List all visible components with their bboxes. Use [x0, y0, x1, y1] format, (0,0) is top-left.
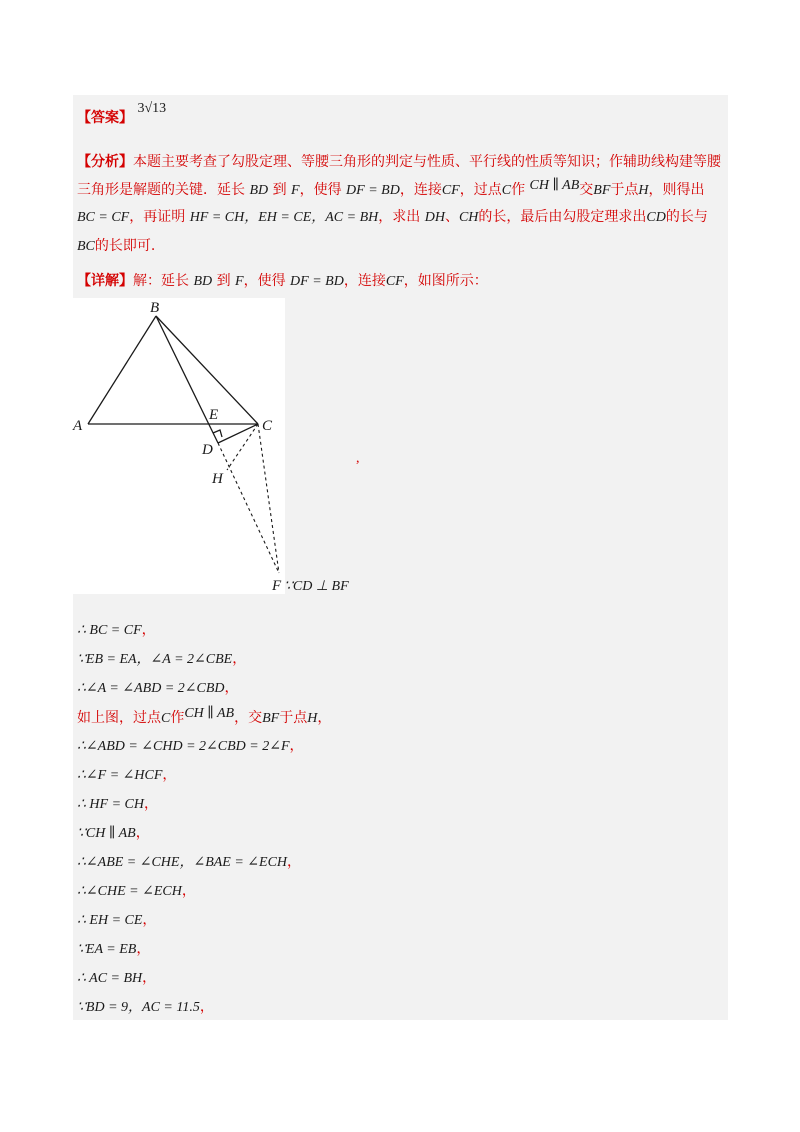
step-sep: ，	[224, 680, 239, 696]
step-sep: ，	[162, 767, 177, 783]
step-sep: ，	[135, 825, 150, 841]
detail-text: 到	[216, 273, 231, 289]
analysis-math: CH	[458, 210, 479, 225]
step-math: ∵EB = EA，∠A = 2∠CBE	[77, 652, 233, 667]
answer-tag: 【答案】	[77, 110, 133, 126]
step-14	[77, 997, 214, 1018]
analysis-tag: 【分析】	[77, 154, 133, 170]
analysis-text: 的长，最后由勾股定理求出	[478, 209, 647, 225]
segment-cf-dashed	[258, 424, 279, 573]
step-math: ∴ EH = CE	[77, 913, 143, 928]
step-math: ∵BD = 9，AC = 11.5	[77, 1000, 200, 1015]
analysis-math: DH	[424, 210, 445, 225]
step-sep: ，	[181, 883, 196, 899]
analysis-math: DF = BD	[346, 183, 400, 198]
label-b: B	[150, 300, 160, 316]
analysis-text: 的长与	[665, 209, 708, 225]
analysis-math: HF = CH，EH = CE，AC = BH	[189, 210, 379, 225]
segment-bc	[156, 316, 258, 424]
step-8	[77, 823, 150, 844]
step-math: ∵CH ∥ AB	[77, 826, 136, 841]
analysis-math: CD	[646, 210, 666, 225]
step-sep: ，	[142, 912, 157, 928]
step-2	[77, 649, 246, 670]
step-sep: ，	[317, 710, 332, 726]
step-math: ∴ AC = BH	[77, 971, 143, 986]
label-c: C	[262, 418, 273, 434]
step-4	[77, 708, 331, 729]
analysis-text: ，则得出	[648, 182, 705, 198]
answer-value: 3√13	[137, 101, 167, 116]
analysis-text: ，连接	[399, 182, 442, 198]
step-text: 于点	[279, 710, 308, 726]
analysis-math: C	[501, 183, 512, 198]
detail-math: F	[235, 274, 244, 289]
detail-math: DF = BD	[290, 274, 344, 289]
step-math: CH ∥ AB	[184, 706, 235, 721]
analysis-text: 到	[272, 182, 287, 198]
step-sep: ，	[199, 999, 214, 1015]
detail-text: ，使得	[243, 273, 286, 289]
analysis-text: ，求出	[378, 209, 421, 225]
analysis-text: 、	[444, 209, 459, 225]
label-e: E	[209, 407, 219, 423]
step-text: ，交	[234, 710, 263, 726]
label-d: D	[202, 442, 213, 458]
analysis-text: ，使得	[299, 182, 342, 198]
analysis-math: H	[638, 183, 649, 198]
analysis-math: BC	[77, 239, 95, 254]
analysis-text: 于点	[610, 182, 639, 198]
step-math: ∴∠CHE = ∠ECH	[77, 884, 182, 899]
step-10	[77, 881, 196, 902]
label-h: H	[212, 471, 223, 487]
step-math: ∴∠F = ∠HCF	[77, 768, 163, 783]
step-math: BF	[262, 711, 280, 726]
step-sep: ，	[136, 941, 151, 957]
step-6	[77, 765, 176, 786]
step-text: 如上图，过点	[77, 710, 161, 726]
step-sep: ，	[287, 854, 302, 870]
step-11	[77, 910, 156, 931]
analysis-text: 作	[511, 182, 526, 198]
analysis-math: CF	[441, 183, 460, 198]
analysis-text: 三角形是解题的关键．延长	[77, 182, 245, 198]
step-9	[77, 852, 301, 873]
step-13	[77, 968, 156, 989]
step-sep: ，	[143, 796, 158, 812]
analysis-text: 的长即可.	[94, 238, 156, 254]
step-1	[77, 620, 156, 641]
detail-tag: 【详解】	[77, 273, 133, 289]
analysis-math: BF	[593, 183, 611, 198]
detail-text: ，连接	[343, 273, 386, 289]
step-math: H	[307, 711, 318, 726]
step-5	[77, 736, 304, 757]
step-7	[77, 794, 158, 815]
label-f: F	[272, 578, 282, 594]
step-sep: ，	[289, 738, 304, 754]
step-math: ∴ HF = CH	[77, 797, 144, 812]
step-12	[77, 939, 150, 960]
step-math: ∴∠A = ∠ABD = 2∠CBD	[77, 681, 225, 696]
analysis-math: F	[291, 183, 300, 198]
step-math: ∵EA = EB	[77, 942, 137, 957]
label-a: A	[73, 418, 83, 434]
analysis-text: ，过点	[459, 182, 502, 198]
analysis-math: BC = CF	[77, 210, 130, 225]
analysis-text: 交	[579, 182, 594, 198]
detail-text: ，如图所示：	[403, 273, 488, 289]
detail-math: CF	[385, 274, 404, 289]
step-text: 作	[170, 710, 185, 726]
step-math: ∴∠ABD = ∠CHD = 2∠CBD = 2∠F	[77, 739, 290, 754]
figure-caption: ∵CD ⊥ BF	[284, 579, 349, 594]
step-sep: ，	[142, 970, 157, 986]
step-math: ∴ BC = CF	[77, 623, 142, 638]
step-3	[77, 678, 239, 699]
step-sep: ，	[232, 651, 247, 667]
analysis-math: BD	[249, 183, 269, 198]
step-sep: ，	[141, 622, 156, 638]
segment-ab	[88, 316, 156, 424]
segment-dc	[218, 424, 258, 443]
analysis-math: CH ∥ AB	[529, 178, 580, 193]
step-math: ∴∠ABE = ∠CHE，∠BAE = ∠ECH	[77, 855, 288, 870]
step-math: C	[161, 711, 171, 726]
analysis-text-1: 本题主要考查了勾股定理、等腰三角形的判定与性质、平行线的性质等知识；作辅助线构建等腰	[133, 154, 721, 170]
detail-text: 解：延长	[133, 273, 189, 289]
detail-math: BD	[193, 274, 213, 289]
stray-comma: ,	[356, 451, 360, 466]
analysis-text: ，再证明	[129, 209, 186, 225]
